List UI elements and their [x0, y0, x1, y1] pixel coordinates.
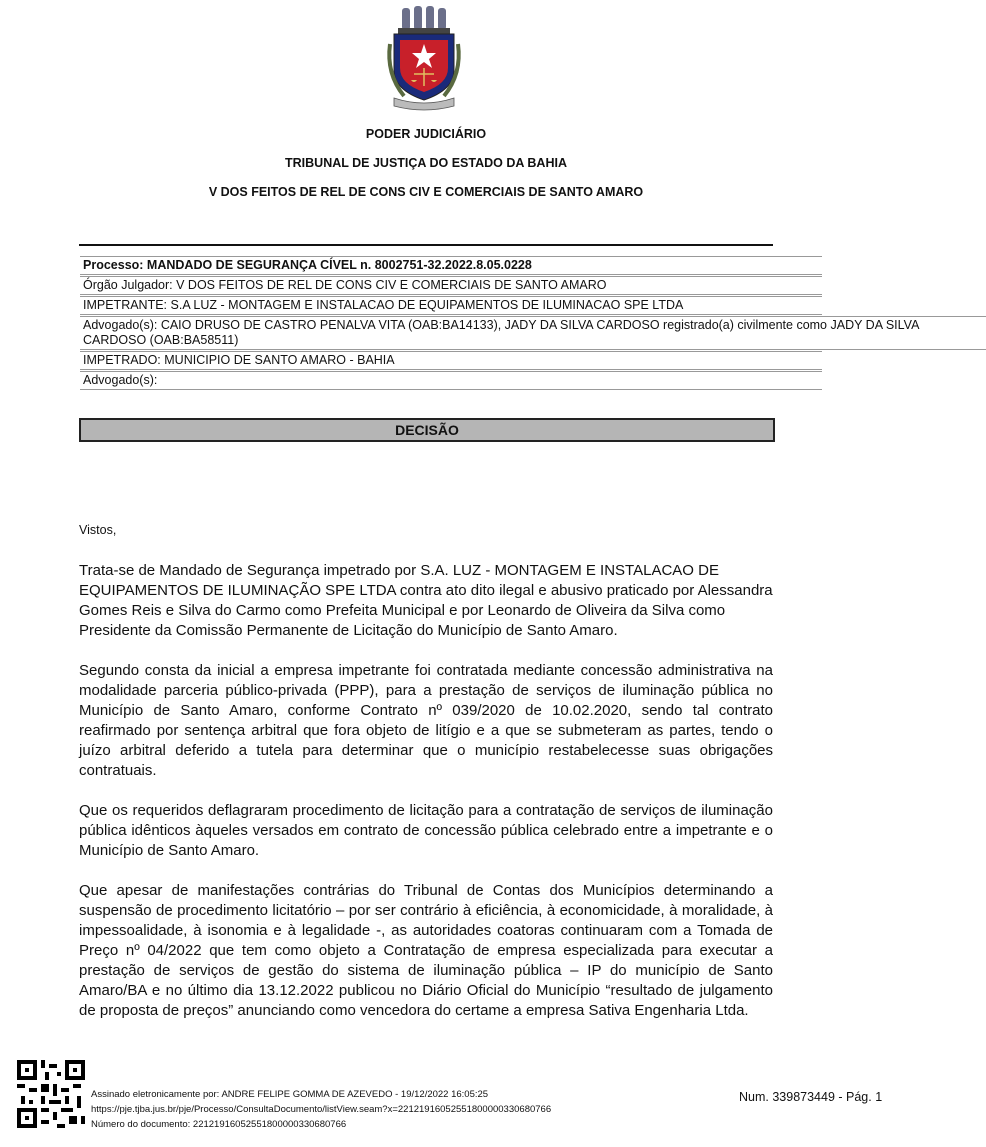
judging-body-row: Órgão Julgador: V DOS FEITOS DE REL DE CONS CIV E COMERCIAIS DE SANTO AMARO — [80, 276, 822, 295]
signature-info — [91, 1087, 551, 1132]
respondent-lawyers-row: Advogado(s): — [80, 371, 822, 390]
header-line-tribunal: TRIBUNAL DE JUSTIÇA DO ESTADO DA BAHIA — [285, 156, 567, 170]
process-number-row — [80, 256, 822, 275]
header-divider — [79, 244, 773, 246]
petitioner-lawyers-row: Advogado(s): CAIO DRUSO DE CASTRO PENALVA VITA (OAB:BA14133), JADY DA SILVA CARDOSO registrado(a) civilmente como JADY DA SILVA CARDOSO (OAB:BA58511) — [80, 316, 986, 350]
document-url-link[interactable]: https://pje.tjba.jus.br/pje/Processo/ConsultaDocumento/listView.seam?x=22121916052551800000330680766 — [91, 1104, 552, 1115]
coat-of-arms-logo — [384, 4, 464, 112]
paragraph: Que apesar de manifestações contrárias do Tribunal de Contas dos Municípios determinando a suspensão de procedimento licitatório – por ser contrário à eficiência, à economicidade, à moralidade, à impessoalidade, à isonomia e à legalidade -, as autoridades coatoras continuaram com a Tomada de Preço nº 04/2022 que tem como objeto a Contratação de empresa especializada para executar a prestação de serviços de gestão do sistema de iluminação pública – IP do município de Santo Amaro/BA e no último dia 13.12.2022 publicou no Diário Oficial do Município “resultado de julgamento de proposta de preços” anunciando como vencedora do certame a empresa Sativa Engenharia Ltda. — [79, 882, 773, 1019]
page-number: Num. 339873449 - Pág. 1 — [739, 1090, 883, 1104]
decision-body — [79, 561, 773, 1041]
process-info-box — [80, 256, 920, 391]
paragraph: Que os requeridos deflagraram procedimento de licitação para a contratação de serviços de iluminação pública idênticos àqueles versados em contrato de concessão pública celebrado entre a impetrante e o Município de Santo Amaro. — [79, 802, 773, 859]
process-number-label: Processo: — [83, 258, 147, 272]
respondent-row: IMPETRADO: MUNICIPIO DE SANTO AMARO - BAHIA — [80, 351, 822, 370]
vistos-text: Vistos, — [79, 523, 117, 537]
header-line-poder-judiciario: PODER JUDICIÁRIO — [365, 127, 487, 141]
decision-title-bar: DECISÃO — [79, 418, 775, 442]
petitioner-row: IMPETRANTE: S.A LUZ - MONTAGEM E INSTALACAO DE EQUIPAMENTOS DE ILUMINACAO SPE LTDA — [80, 296, 822, 315]
process-number-value: MANDADO DE SEGURANÇA CÍVEL n. 8002751-32.2022.8.05.0228 — [146, 258, 532, 272]
qr-code — [17, 1060, 85, 1128]
document-number-text: Número do documento: 22121916052551800000330680766 — [91, 1119, 347, 1130]
header-line-vara: V DOS FEITOS DE REL DE CONS CIV E COMERCIAIS DE SANTO AMARO — [208, 185, 644, 199]
signed-by-text: Assinado eletronicamente por: ANDRE FELIPE GOMMA DE AZEVEDO - 19/12/2022 16:05:25 — [91, 1089, 489, 1100]
paragraph: Trata-se de Mandado de Segurança impetrado por S.A. LUZ - MONTAGEM E INSTALACAO DE EQUIPAMENTOS DE ILUMINAÇÃO SPE LTDA contra ato dito ilegal e abusivo praticado por Alessandra Gomes Reis e Silva do Carmo como Prefeita Municipal e por Leonardo de Oliveira da Silva como Presidente da Comissão Permanente de Licitação do Município de Santo Amaro. — [79, 562, 773, 639]
paragraph: Segundo consta da inicial a empresa impetrante foi contratada mediante concessão administrativa na modalidade parceria público-privada (PPP), para a prestação de serviços de iluminação pública no Município de Santo Amaro, conforme Contrato nº 039/2020 de 10.02.2020, sendo tal contrato reafirmado por sentença arbitral que fora objeto de litígio e a que se submeteram as partes, tendo o juízo arbitral deferido a tutela para determinar que o município restabelecesse suas obrigações contratuais. — [79, 662, 773, 779]
